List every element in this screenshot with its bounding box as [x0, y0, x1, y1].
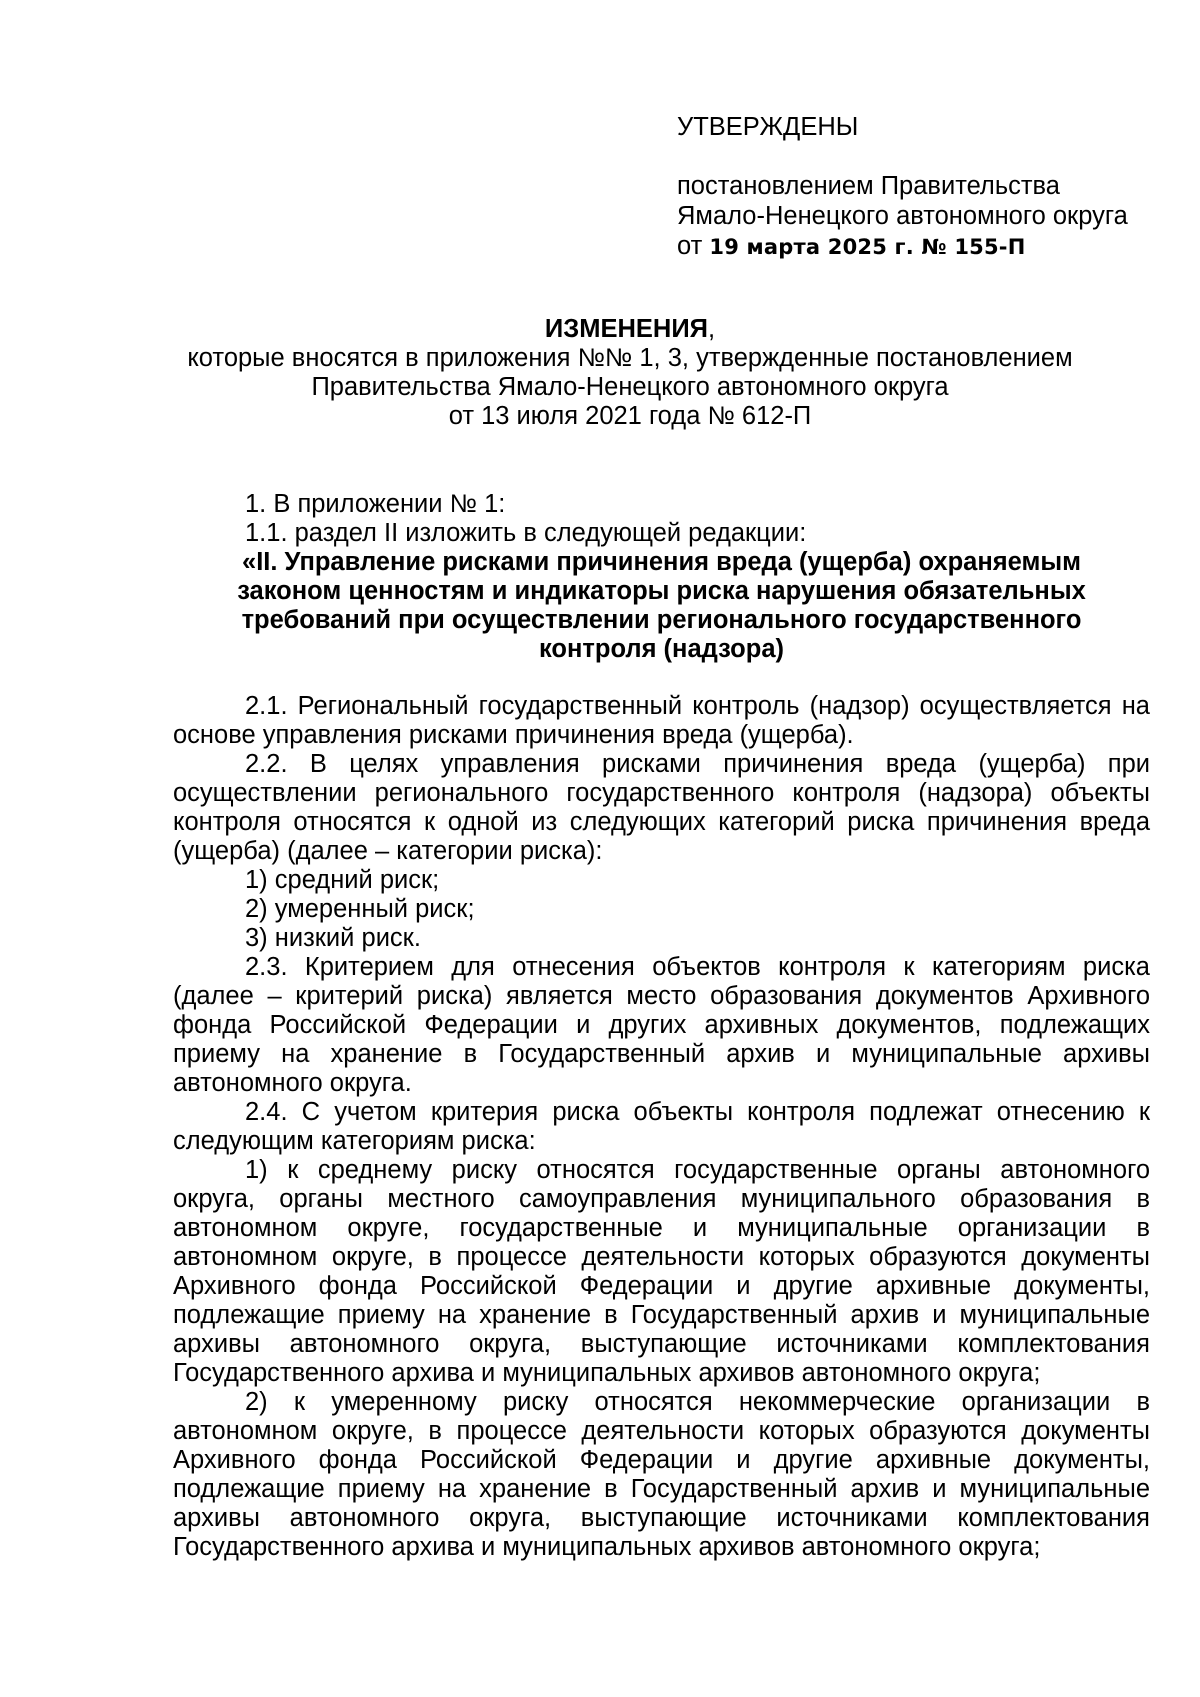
approval-line-2: Ямало-Ненецкого автономного округа [677, 202, 1128, 230]
section-title [173, 548, 1150, 664]
section-title-line-2: законом ценностям и индикаторы риска нарушения обязательных [237, 577, 1086, 605]
paragraph-2-2: 2.2. В целях управления рисками причинения вреда (ущерба) при осуществлении регионального государственного контроля (надзора) объекты контроля относятся к одной из следующих категорий риска причинения вреда (ущерба) (далее – категории риска): [173, 750, 1150, 865]
section-title-line-1: «II. Управление рисками причинения вреда (ущерба) охраняемым [242, 548, 1081, 576]
approval-block [677, 112, 1177, 262]
heading-title: ИЗМЕНЕНИЯ [544, 315, 708, 343]
risk-item-2: 2) умеренный риск; [245, 895, 475, 923]
item-1-1: 1.1. раздел II изложить в следующей редакции: [245, 519, 807, 547]
heading-line-3: от 13 июля 2021 года № 612-П [448, 402, 812, 430]
heading-title-suffix: , [707, 315, 716, 343]
document-heading [180, 315, 1080, 431]
section-title-line-4: контроля (надзора) [538, 635, 784, 663]
risk-item-3: 3) низкий риск. [245, 924, 421, 952]
heading-line-1: которые вносятся в приложения №№ 1, 3, утвержденные постановлением [187, 344, 1073, 372]
paragraph-2-1: 2.1. Региональный государственный контроль (надзор) осуществляется на основе управления рисками причинения вреда (ущерба). [173, 692, 1150, 749]
paragraph-2-4-2: 2) к умеренному риску относятся некоммерческие организации в автономном округе, в процессе деятельности которых образуются документы Архивного фонда Российской Федерации и другие архивные документы, подлежащие приему на хранение в Государственный архив и муниципальные архивы автономного округа, выступающие источниками комплектования Государственного архива и муниципальных архивов автономного округа; [173, 1388, 1150, 1561]
document-body [173, 490, 1150, 1562]
section-title-line-3: требований при осуществлении регионального государственного [241, 606, 1082, 634]
heading-title-line [180, 315, 1080, 344]
paragraph-2-3: 2.3. Критерием для отнесения объектов контроля к категориям риска (далее – критерий риска) является место образования документов Архивного фонда Российской Федерации и других архивных документов, подлежащих приему на хранение в Государственный архив и муниципальные архивы автономного округа. [173, 953, 1150, 1097]
approval-date-stamp: 19 марта 2025 г. № 155-П [709, 235, 1026, 259]
item-1: 1. В приложении № 1: [245, 490, 506, 518]
risk-item-1: 1) средний риск; [245, 866, 440, 894]
paragraph-2-4: 2.4. С учетом критерия риска объекты контроля подлежат отнесению к следующим категориям риска: [173, 1098, 1150, 1155]
paragraph-2-4-1: 1) к среднему риску относятся государственные органы автономного округа, органы местного самоуправления муниципального образования в автономном округе, государственные и муниципальные организации в автономном округе, в процессе деятельности которых образуются документы Архивного фонда Российской Федерации и другие архивные документы, подлежащие приему на хранение в Государственный архив и муниципальные архивы автономного округа, выступающие источниками комплектования Государственного архива и муниципальных архивов автономного округа; [173, 1156, 1150, 1387]
approval-line-1: постановлением Правительства [677, 172, 1060, 200]
approval-date-prefix: от [677, 232, 703, 260]
approval-date [677, 231, 1177, 262]
heading-line-2: Правительства Ямало-Ненецкого автономного округа [311, 373, 949, 401]
approval-label: УТВЕРЖДЕНЫ [677, 113, 859, 141]
